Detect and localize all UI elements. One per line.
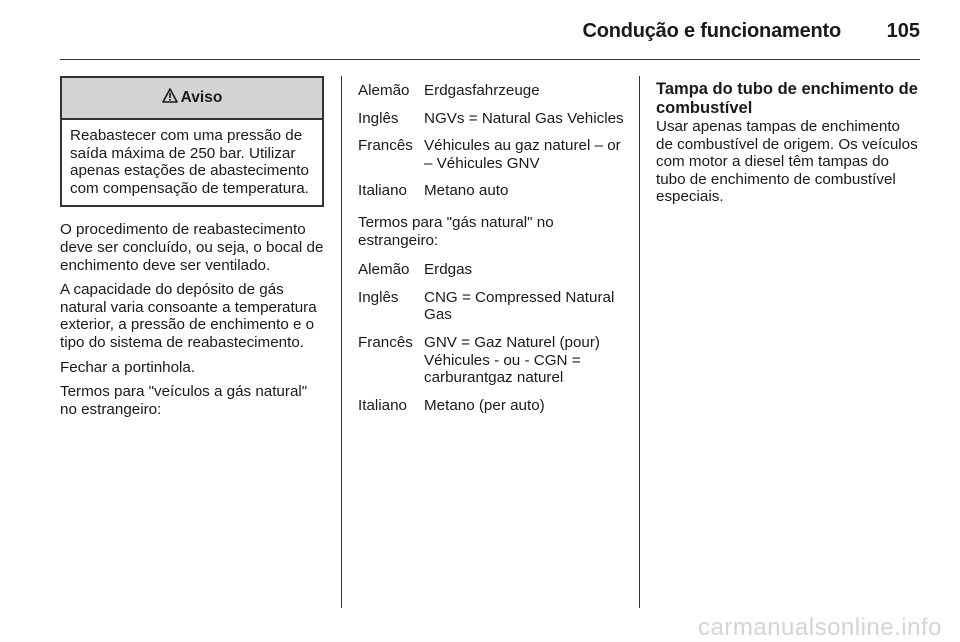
term-value: Metano auto [424, 182, 509, 200]
term-row [358, 137, 626, 172]
paragraph: Termos para "veículos a gás natural" no estrangeiro: [60, 383, 308, 418]
watermark: carmanualsonline.info [698, 614, 942, 641]
column-divider [341, 76, 342, 608]
term-language: Alemão [358, 261, 410, 279]
warning-text: Reabastecer com uma pressão de saída máxima de 250 bar. Utilizar apenas estações de abastecimento com compensação de temperatura. [70, 127, 309, 197]
term-language: Alemão [358, 82, 410, 99]
warning-title: Aviso [180, 89, 223, 107]
warning-triangle-icon [162, 88, 178, 108]
term-language: Inglês [358, 288, 399, 306]
term-row [358, 82, 626, 100]
column-divider [639, 76, 640, 608]
term-row [358, 110, 626, 128]
term-value: GNV = Gaz Naturel (pour) Véhicules - ou - CGN = carburantgaz naturel [424, 333, 600, 387]
term-value: Erdgasfahrzeuge [424, 82, 540, 99]
left-column [60, 76, 328, 425]
paragraph: Fechar a portinhola. [60, 358, 196, 376]
paragraph: O procedimento de reabastecimento deve ser concluído, ou seja, o bocal de enchimento deve ser ventilado. [60, 221, 324, 274]
term-language: Francês [358, 333, 413, 351]
term-value: Metano (per auto) [424, 396, 545, 414]
paragraph: A capacidade do depósito de gás natural varia consoante a temperatura exterior, a pressão de enchimento e o tipo do sistema de reabastecimento. [60, 281, 317, 351]
middle-column [358, 82, 626, 424]
warning-header [62, 78, 322, 120]
term-language: Italiano [358, 182, 407, 200]
chapter-title: Condução e funcionamento [582, 20, 841, 42]
term-language: Inglês [358, 109, 399, 127]
term-value: Véhicules au gaz naturel – or – Véhicules GNV [424, 137, 621, 172]
term-row [358, 334, 626, 387]
term-language: Italiano [358, 396, 407, 414]
term-row [358, 289, 626, 324]
term-row [358, 397, 626, 415]
term-value: CNG = Compressed Natural Gas [424, 288, 615, 324]
term-language: Francês [358, 137, 413, 155]
page-number: 105 [886, 20, 920, 42]
paragraph: Usar apenas tampas de enchimento de combustível de origem. Os veículos com motor a diesel têm tampas do tubo de enchimento de combustível especiais. [656, 118, 918, 206]
warning-box [60, 76, 324, 207]
term-value: Erdgas [424, 261, 473, 279]
term-value: NGVs = Natural Gas Vehicles [424, 109, 624, 127]
right-column [656, 80, 920, 213]
section-title: Tampa do tubo de enchimento de combustível [656, 80, 918, 117]
term-row [358, 261, 626, 279]
paragraph: Termos para "gás natural" no estrangeiro: [358, 213, 554, 249]
term-row [358, 182, 626, 200]
header-rule [60, 59, 920, 60]
